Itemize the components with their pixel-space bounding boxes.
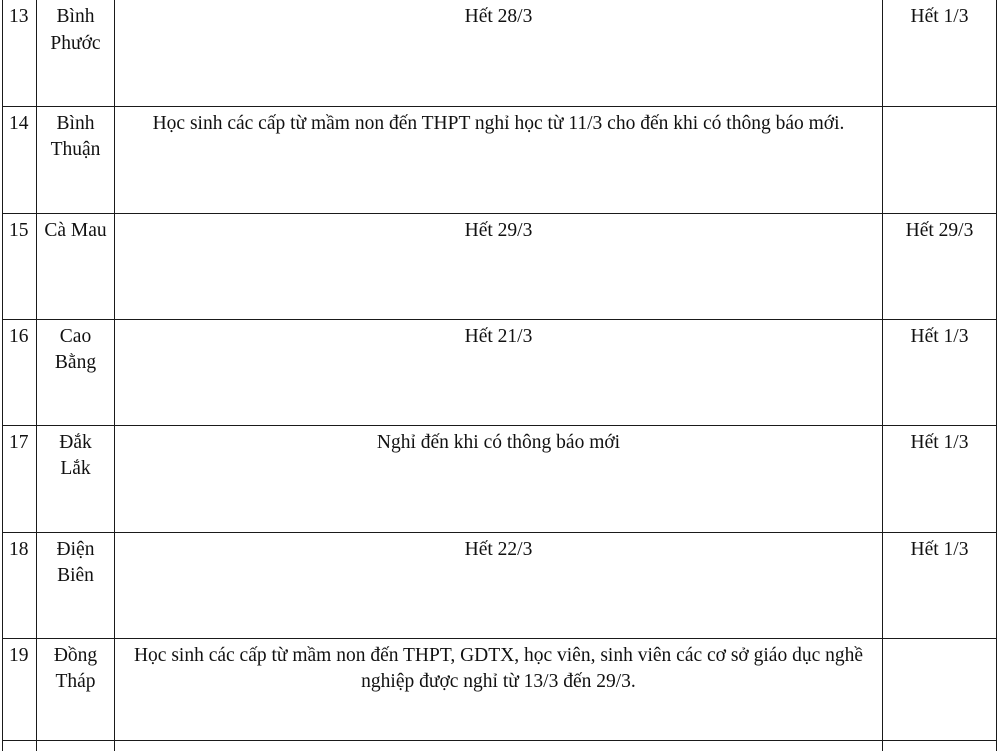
row-province: Cao Bằng — [37, 319, 115, 425]
row-note — [115, 740, 883, 751]
row-end-date — [883, 106, 997, 213]
row-end-date: Hết 1/3 — [883, 532, 997, 638]
row-end-date: Hết 1/3 — [883, 0, 997, 106]
row-province — [37, 740, 115, 751]
row-end-date: Hết 1/3 — [883, 319, 997, 425]
row-index: 17 — [3, 425, 37, 532]
table-row — [3, 0, 997, 106]
row-index: 19 — [3, 638, 37, 740]
table-row — [3, 319, 997, 425]
row-index — [3, 740, 37, 751]
table-row — [3, 532, 997, 638]
row-end-date — [883, 740, 997, 751]
row-note: Hết 21/3 — [115, 319, 883, 425]
row-note: Học sinh các cấp từ mầm non đến THPT nghỉ học từ 11/3 cho đến khi có thông báo mới. — [115, 106, 883, 213]
row-index: 15 — [3, 213, 37, 319]
table-row — [3, 638, 997, 740]
row-note: Hết 22/3 — [115, 532, 883, 638]
school-closure-table — [2, 0, 997, 751]
row-note: Nghỉ đến khi có thông báo mới — [115, 425, 883, 532]
row-index: 13 — [3, 0, 37, 106]
row-province: Bình Phước — [37, 0, 115, 106]
row-province: Điện Biên — [37, 532, 115, 638]
row-province: Đồng Tháp — [37, 638, 115, 740]
row-note: Hết 29/3 — [115, 213, 883, 319]
row-index: 18 — [3, 532, 37, 638]
table-row — [3, 425, 997, 532]
row-index: 14 — [3, 106, 37, 213]
row-end-date: Hết 1/3 — [883, 425, 997, 532]
row-end-date: Hết 29/3 — [883, 213, 997, 319]
row-province: Bình Thuận — [37, 106, 115, 213]
row-province: Đắk Lắk — [37, 425, 115, 532]
row-province: Cà Mau — [37, 213, 115, 319]
table-row — [3, 106, 997, 213]
row-note: Hết 28/3 — [115, 0, 883, 106]
row-note: Học sinh các cấp từ mầm non đến THPT, GDTX, học viên, sinh viên các cơ sở giáo dục nghề nghiệp được nghỉ từ 13/3 đến 29/3. — [115, 638, 883, 740]
table-row — [3, 213, 997, 319]
table-row — [3, 740, 997, 751]
row-end-date — [883, 638, 997, 740]
row-index: 16 — [3, 319, 37, 425]
table-body — [3, 0, 997, 751]
